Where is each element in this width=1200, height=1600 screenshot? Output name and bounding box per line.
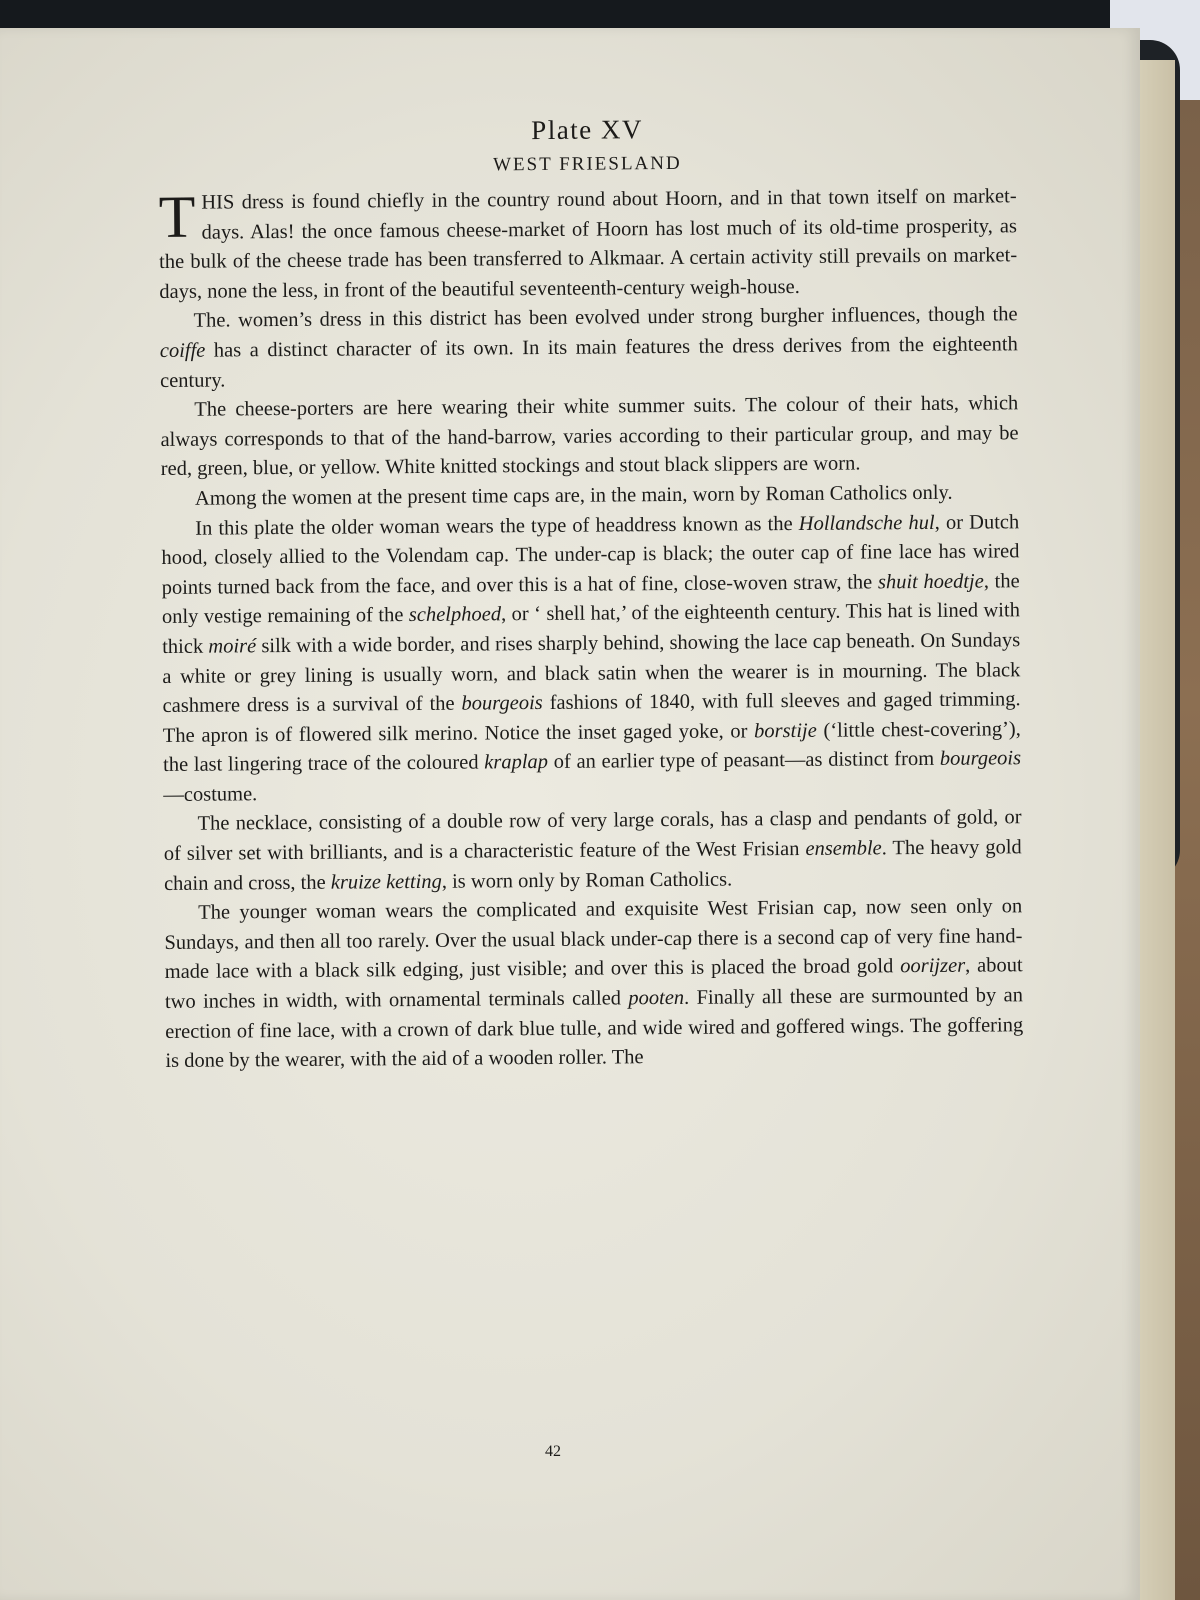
section-title: WEST FRIESLAND — [492, 152, 682, 176]
drop-cap: T — [158, 183, 196, 250]
text-run: , the only vestige remaining of the — [161, 569, 1020, 629]
text-run: , or Dutch hood, closely allied to the Volendam cap. The under-cap is black; the outer cap of fine lace has wired points turned back from the face, and over this is a hat of fine, close-woven straw, the — [161, 510, 1020, 599]
text-run: . Finally all these are surmounted by an erection of fine lace, with a crown of dark blue tulle, and wide wired and goffered wings. The goffering is done by the wearer, with the aid of a wooden roller. The — [165, 984, 1024, 1073]
paragraph — [159, 182, 1018, 307]
text-run: Among the women at the present time caps are, in the main, worn by Roman Catholics only. — [194, 481, 953, 510]
italic-term: ensemble — [805, 837, 882, 860]
text-run: , about two inches in width, with ornamental terminals called — [164, 954, 1023, 1014]
italic-term: bourgeois — [939, 747, 1022, 771]
text-run: HIS dress is found chiefly in the country round about Hoorn, and in that town itself on market-days. Alas! the once famous cheese-market of Hoorn has lost much of its old-time prosperity, as the bulk of the cheese trade has been transferred to Alkmaar. A certain activity still prevails on market-days, none the less, in front of the beautiful seventeenth-century weigh-house. — [159, 185, 1018, 303]
italic-term: coiffe — [159, 339, 206, 362]
italic-term: bourgeois — [461, 692, 543, 715]
paragraph — [163, 804, 1022, 900]
text-run: —costume. — [163, 783, 258, 806]
italic-term: borstije — [754, 719, 817, 743]
text-run: , or ‘ shell hat,’ of the eighteenth century. This hat is lined with thick — [162, 599, 1020, 658]
italic-term: kruize ketting — [330, 870, 442, 894]
text-run: . The heavy gold chain and cross, the — [163, 836, 1022, 895]
italic-term: moiré — [208, 635, 257, 658]
page-number: 42 — [545, 1443, 561, 1460]
page-content — [158, 111, 1024, 1077]
italic-term: Hollandsche hul — [798, 511, 935, 535]
text-run: (‘little chest-covering’), the last lingering trace of the coloured — [162, 717, 1021, 777]
text-run: has a distinct character of its own. In its main features the dress derives from the eighteenth century. — [159, 333, 1018, 392]
italic-term: shuit hoedtje — [877, 570, 984, 594]
text-run: , is worn only by Roman Catholics. — [441, 868, 733, 893]
italic-term: oorijzer — [900, 955, 966, 978]
italic-term: kraplap — [484, 751, 549, 774]
text-run: The younger woman wears the complicated and exquisite West Frisian cap, now seen only on Sundays, and then all too rarely. Over the usual black under-cap there is a second cap of very fine hand-made lace with a black silk edging, just visible; and over this is placed the broad gold — [164, 895, 1023, 984]
text-run: The. women’s dress in this district has been evolved under strong burgher influences, though the — [193, 303, 1018, 333]
body-text — [159, 182, 1024, 1077]
italic-term: pooten — [628, 986, 685, 1010]
book-page — [0, 28, 1140, 1600]
plate-title: Plate XV — [531, 114, 644, 146]
text-run: The necklace, consisting of a double row of very large corals, has a clasp and pendants of gold, or of silver set with brilliants, and is a characteristic feature of the West Frisian — [163, 806, 1022, 866]
paragraph — [164, 892, 1023, 1076]
text-run: fashions of 1840, with full sleeves and gaged trimming. The apron is of flowered silk merino. Notice the inset gaged yoke, or — [162, 688, 1021, 747]
text-run: of an earlier type of peasant—as distinct from — [547, 748, 940, 774]
text-run: The cheese-porters are here wearing their white summer suits. The colour of their hats, which always corresponds to that of the hand-barrow, varies according to their particular group, and may be red, green, blue, or yellow. White knitted stockings and stout black slippers are worn. — [160, 392, 1019, 481]
paragraph — [159, 301, 1018, 397]
paragraph — [160, 389, 1019, 485]
italic-term: schelphoed — [408, 603, 502, 627]
text-run: In this plate the older woman wears the type of headdress known as the — [195, 512, 799, 540]
paragraph — [161, 508, 1021, 811]
text-run: silk with a wide border, and rises sharply behind, showing the lace cap beneath. On Sundays a white or grey lining is usually worn, and black satin when the wearer is in mourning. The black cashmere dress is a survival of the — [162, 629, 1021, 718]
